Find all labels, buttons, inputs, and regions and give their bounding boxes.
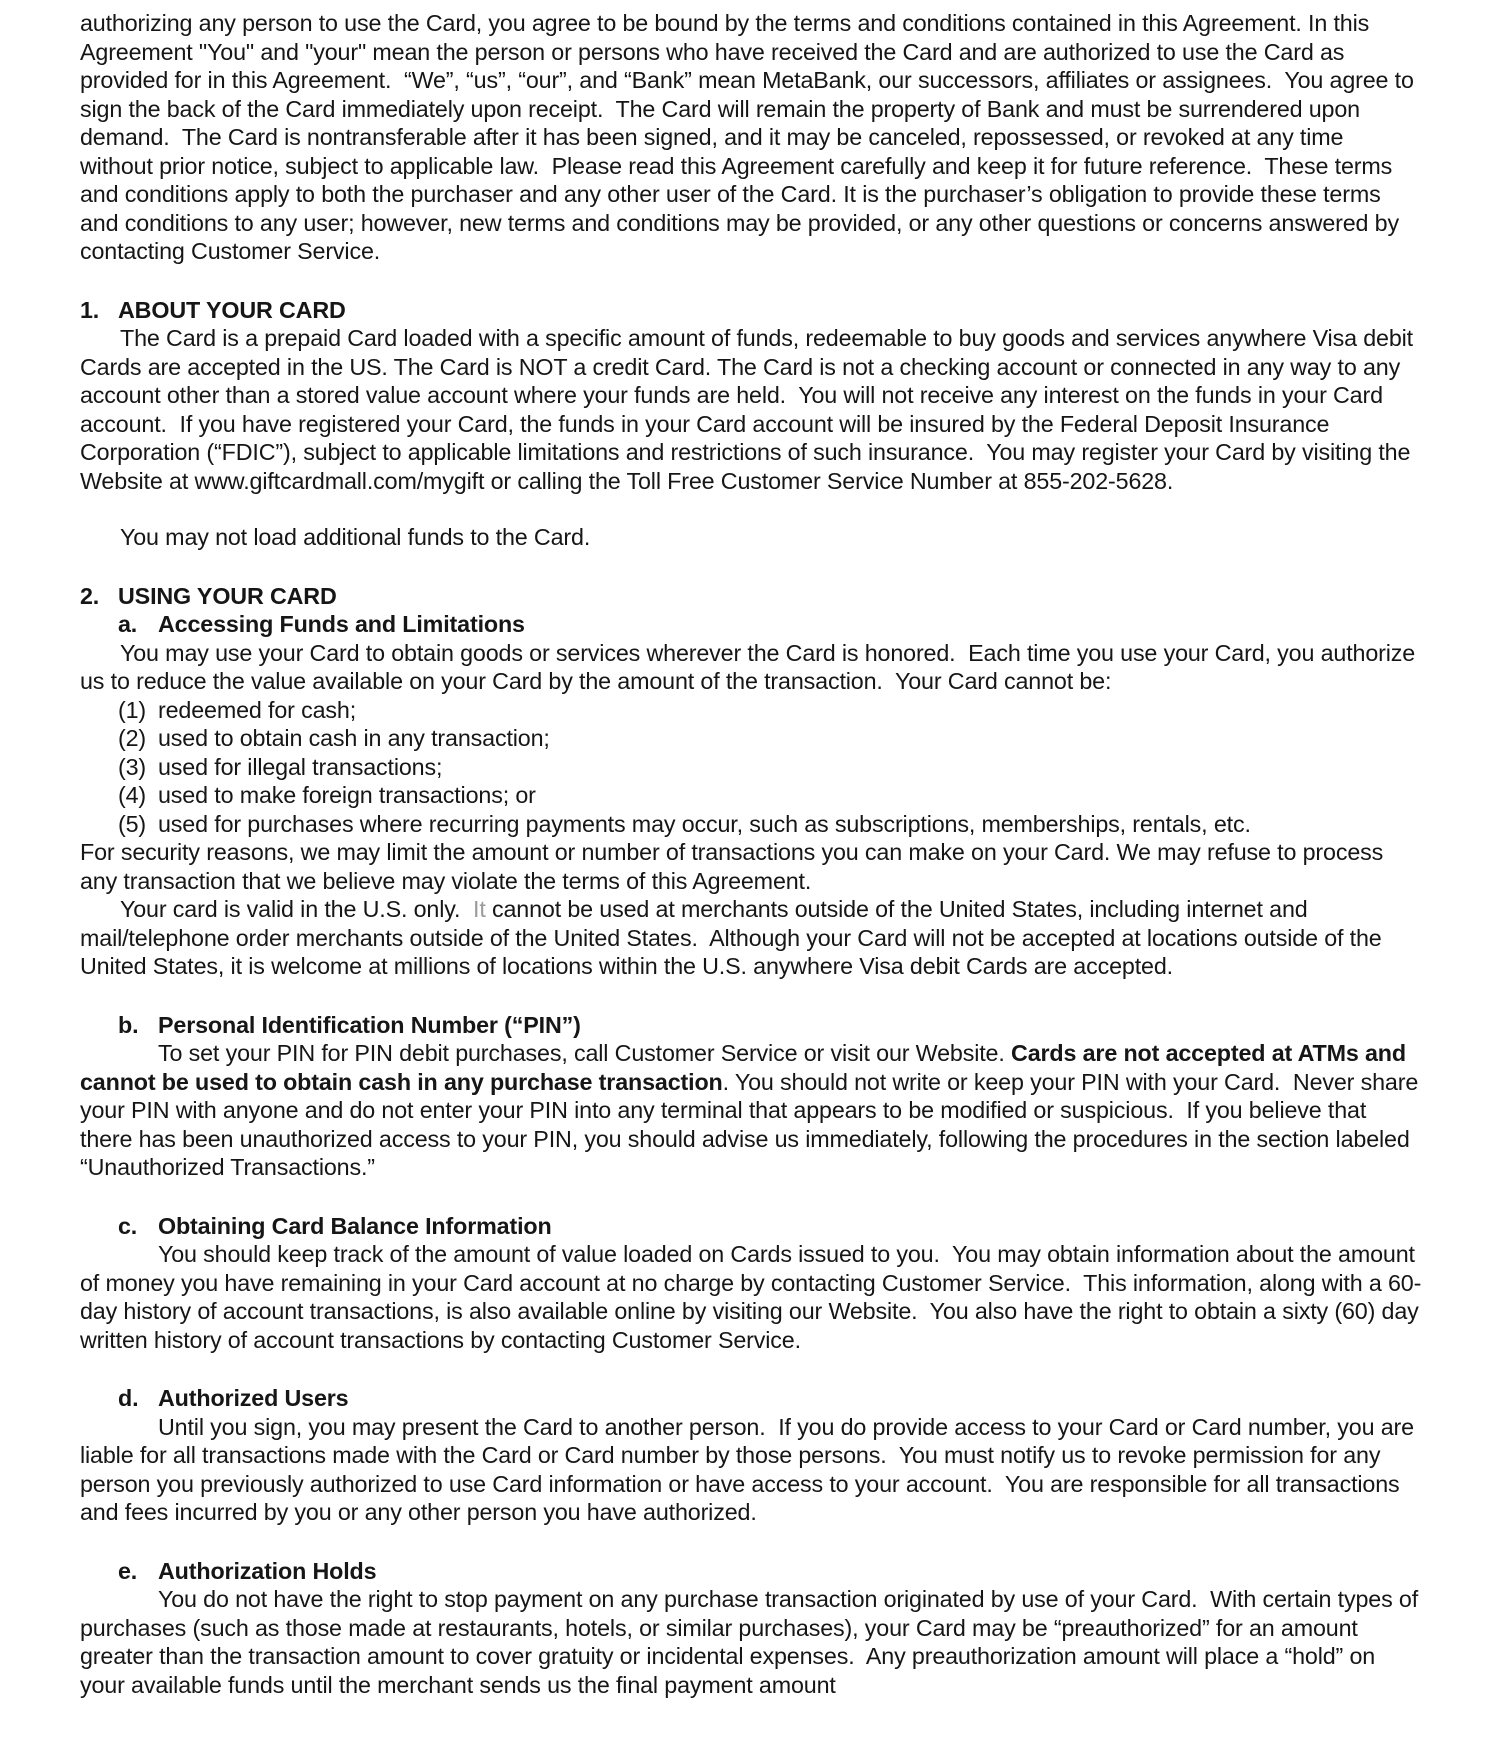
section-1-heading [80, 296, 1422, 325]
list-item [118, 696, 1422, 725]
subsection-c-letter: c. [118, 1212, 138, 1239]
section-2-heading [80, 582, 1422, 611]
intro-paragraph: authorizing any person to use the Card, you agree to be bound by the terms and conditions contained in this Agreement. In this Agreement "You" and "your" mean the person or persons who have received the Card and are authorized to use the Card as provided for in this Agreement. “We”, “us”, “our”, and “Bank” mean MetaBank, our successors, affiliates or assignees. You agree to sign the back of the Card immediately upon receipt. The Card will remain the property of Bank and must be surrendered upon demand. The Card is nontransferable after it has been signed, and it may be canceled, repossessed, or revoked at any time without prior notice, subject to applicable law. Please read this Agreement carefully and keep it for future reference. These terms and conditions apply to both the purchaser and any other user of the Card. It is the purchaser’s obligation to provide these terms and conditions to any user; however, new terms and conditions may be provided, or any other questions or concerns answered by contacting Customer Service. [80, 10, 1421, 264]
pin-text-before: To set your PIN for PIN debit purchases, call Customer Service or visit our Website. [158, 1040, 1012, 1066]
authorized-users-paragraph: Until you sign, you may present the Card to another person. If you do provide access to your Card or Card number, you are liable for all transactions made with the Card or Card number by those persons. You must notify us to revoke permission for any person you previously authorized to use Card information or have access to your account. You are responsible for all transactions and fees incurred by you or any other person you have authorized. [80, 1413, 1421, 1525]
balance-information-paragraph: You should keep track of the amount of value loaded on Cards issued to you. You may obtain information about the amount of money you have remaining in your Card account at no charge by contacting Customer Service. This information, along with a 60-day history of account transactions, is also available online by visiting our Website. You also have the right to obtain a sixty (60) day written history of account transactions by contacting Customer Service. [80, 1241, 1425, 1353]
no-additional-funds-note: You may not load additional funds to the Card. [120, 524, 591, 550]
authorization-holds-paragraph: You do not have the right to stop payment on any purchase transaction originated by use of your Card. With certain types of purchases (such as those made at restaurants, hotels, or similar purchases), your Card may be “preauthorized” for an amount greater than the transaction amount to cover gratuity or incidental expenses. Any preauthorization amount will place a “hold” on your available funds until the merchant sends us the final payment amount [80, 1586, 1425, 1698]
subsection-d-heading [118, 1384, 1422, 1413]
subsection-e-title: Authorization Holds [158, 1557, 377, 1584]
card-restrictions-list [118, 696, 1422, 839]
list-marker: (2) [118, 725, 147, 751]
list-item-text: redeemed for cash; [158, 696, 357, 723]
list-marker: (3) [118, 753, 147, 780]
list-marker: (5) [118, 810, 147, 837]
subsection-a-heading [118, 610, 1422, 639]
section-1-title: ABOUT YOUR CARD [118, 296, 346, 323]
accessing-funds-paragraph: You may use your Card to obtain goods or services wherever the Card is honored. Each time you use your Card, you authorize us to reduce the value available on your Card by the amount of the transaction. Your Card cannot be: [80, 639, 1422, 694]
pin-paragraph [80, 1039, 1425, 1182]
subsection-b-heading [118, 1011, 1422, 1040]
subsection-d-letter: d. [118, 1385, 139, 1411]
us-only-paragraph [80, 895, 1422, 981]
subsection-c-heading [118, 1212, 1422, 1241]
subsection-d-title: Authorized Users [158, 1385, 349, 1411]
security-limits-paragraph: For security reasons, we may limit the amount or number of transactions you can make on your Card. We may refuse to process any transaction that we believe may violate the terms of this Agreement. [80, 839, 1390, 894]
list-item-text: used to make foreign transactions; or [158, 782, 536, 808]
subsection-c-title: Obtaining Card Balance Information [158, 1212, 552, 1239]
subsection-b-title: Personal Identification Number (“PIN”) [158, 1011, 581, 1038]
list-item-text: used for purchases where recurring payments may occur, such as subscriptions, memberships, rentals, etc. [158, 810, 1251, 837]
list-item [118, 810, 1422, 839]
us-only-text-after: cannot be used at merchants outside of the United States, including internet and mail/telephone order merchants outside of the United States. Although your Card will not be accepted at locations outside of the United States, it is welcome at millions of locations within the U.S. anywhere Visa debit Cards are accepted. [80, 896, 1388, 979]
subsection-e-heading [118, 1557, 1422, 1586]
pin-bold-warning: Cards are not accepted at ATMs and cannot be used to obtain cash in any purchase transaction [80, 1040, 1413, 1095]
list-marker: (4) [118, 782, 147, 808]
section-2-title: USING YOUR CARD [118, 582, 337, 609]
list-item [118, 724, 1422, 753]
subsection-e-letter: e. [118, 1557, 138, 1584]
list-item-text: used to obtain cash in any transaction; [158, 725, 550, 751]
subsection-b-letter: b. [118, 1011, 139, 1038]
section-1-paragraph: The Card is a prepaid Card loaded with a specific amount of funds, redeemable to buy goods and services anywhere Visa debit Cards are accepted in the US. The Card is NOT a credit Card. The Card is not a checking account or connected in any way to any account other than a stored value account where your funds are held. You will not receive any interest on the funds in your Card account. If you have registered your Card, the funds in your Card account will be insured by the Federal Deposit Insurance Corporation (“FDIC”), subject to applicable limitations and restrictions of such insurance. You may register your Card by visiting the Website at www.giftcardmall.com/mygift or calling the Toll Free Customer Service Number at 855-202-5628. [80, 325, 1420, 494]
list-item [118, 753, 1422, 782]
subsection-a-title: Accessing Funds and Limitations [158, 611, 525, 637]
section-1-number: 1. [80, 296, 100, 323]
section-2-number: 2. [80, 582, 100, 609]
list-marker: (1) [118, 696, 147, 723]
us-only-text-before: Your card is valid in the U.S. only. [120, 896, 473, 922]
subsection-a-letter: a. [118, 611, 138, 637]
list-item-text: used for illegal transactions; [158, 753, 443, 780]
pin-text-after: . You should not write or keep your PIN with your Card. Never share your PIN with anyone and do not enter your PIN into any terminal that appears to be modified or suspicious. If you believe that there has been unauthorized access to your PIN, you should advise us immediately, following the procedures in the section labeled “Unauthorized Transactions.” [80, 1068, 1425, 1180]
us-only-muted-word: It [473, 896, 486, 922]
list-item [118, 781, 1422, 810]
